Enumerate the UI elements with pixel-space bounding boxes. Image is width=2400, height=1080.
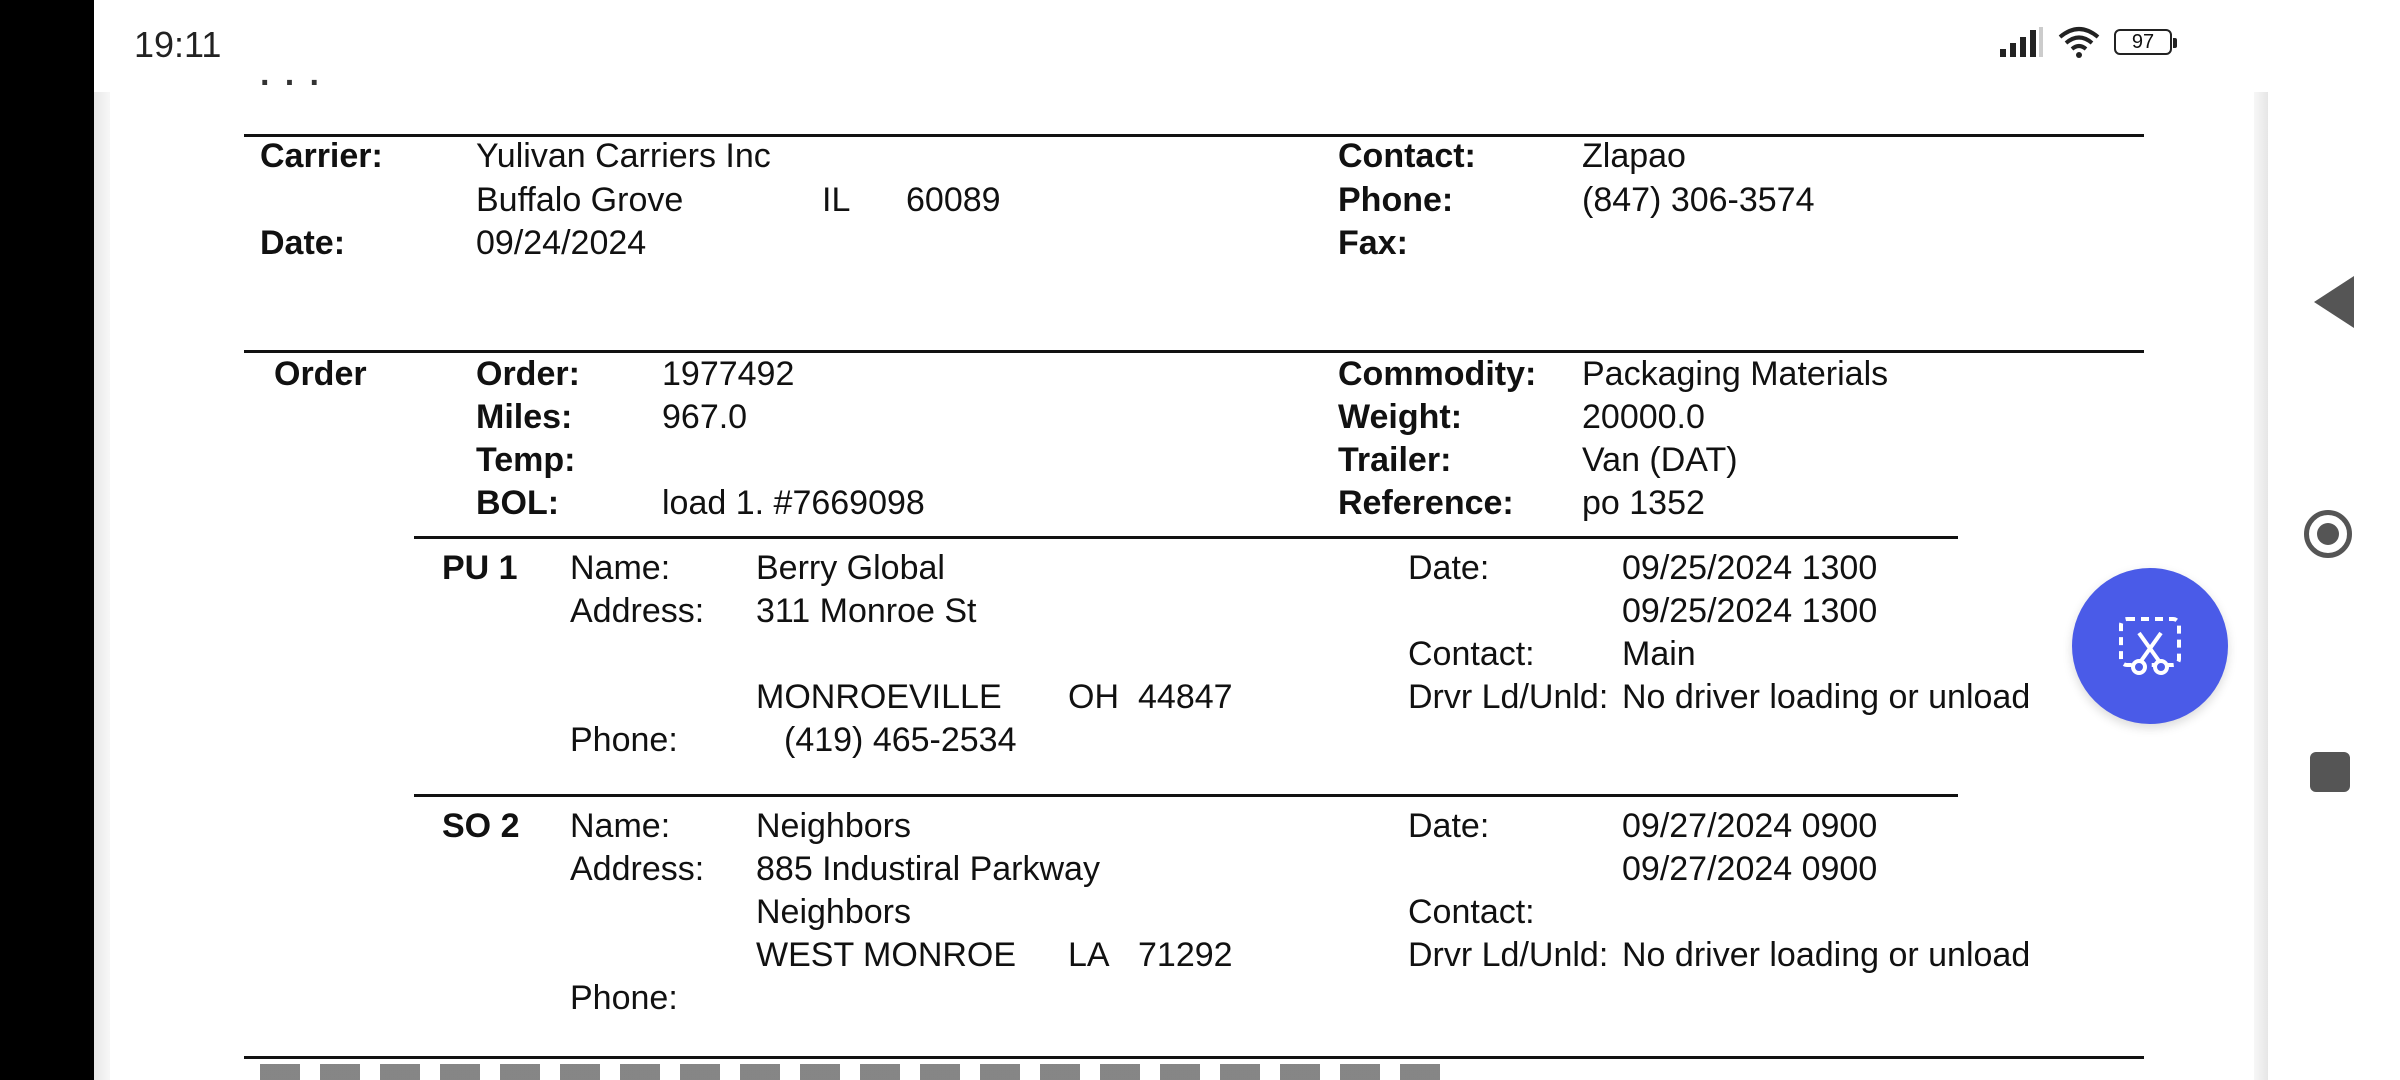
stop-name-label: Name: [570, 807, 671, 845]
bol-label: BOL: [476, 484, 560, 522]
status-time: 19:11 [134, 24, 222, 65]
carrier-city: Buffalo Grove [476, 181, 684, 219]
stop-city: MONROEVILLE [756, 678, 1002, 716]
stop-contact-label: Contact: [1408, 635, 1535, 673]
wifi-icon [2058, 26, 2100, 58]
trailer-value: Van (DAT) [1582, 441, 1738, 479]
carrier-zip: 60089 [906, 181, 1001, 219]
date-label: Date: [260, 224, 346, 262]
stop-code: PU 1 [442, 549, 518, 587]
stop-city: WEST MONROE [756, 936, 1017, 974]
miles-label: Miles: [476, 398, 573, 436]
screenshot-button[interactable] [2072, 568, 2228, 724]
stop-address-line1: 885 Industiral Parkway [756, 850, 1100, 888]
battery-icon [2114, 29, 2172, 55]
stop-date-label: Date: [1408, 549, 1490, 587]
order-label: Order: [476, 355, 580, 393]
document-page[interactable] [110, 64, 2254, 1080]
contact-label: Contact: [1338, 137, 1476, 175]
stop-contact-label: Contact: [1408, 893, 1535, 931]
stop-name: Berry Global [756, 549, 945, 587]
stop-name-label: Name: [570, 549, 671, 587]
phone-label: Phone: [1338, 181, 1454, 219]
stop-phone-label: Phone: [570, 721, 678, 759]
stop-zip: 71292 [1138, 936, 1233, 974]
stop-driver-value: No driver loading or unload [1622, 936, 2031, 974]
stop-state: LA [1068, 936, 1110, 974]
divider-stop-1 [414, 536, 1958, 539]
reference-value: po 1352 [1582, 484, 1705, 522]
bol-value: load 1. #7669098 [662, 484, 925, 522]
recent-square-icon[interactable] [2310, 752, 2350, 792]
stop-zip: 44847 [1138, 678, 1233, 716]
order-heading: Order [274, 355, 367, 393]
screenshot-scissors-icon [2115, 611, 2185, 681]
divider-order [244, 350, 2144, 353]
carrier-label: Carrier: [260, 137, 383, 175]
battery-level: 97 [2131, 30, 2155, 53]
stop-date-2: 09/25/2024 1300 [1622, 592, 1878, 630]
stop-address-line2: Neighbors [756, 893, 911, 931]
stop-date-2: 09/27/2024 0900 [1622, 850, 1878, 888]
stop-driver-value: No driver loading or unload [1622, 678, 2031, 716]
stop-driver-label: Drvr Ld/Unld: [1408, 678, 1609, 716]
commodity-value: Packaging Materials [1582, 355, 1889, 393]
stop-address-label: Address: [570, 592, 705, 630]
left-black-bar [0, 0, 94, 1080]
reference-label: Reference: [1338, 484, 1514, 522]
temp-label: Temp: [476, 441, 576, 479]
stop-code: SO 2 [442, 807, 520, 845]
signal-icon [2000, 27, 2044, 57]
stop-phone-label: Phone: [570, 979, 678, 1017]
navigation-bar [2268, 92, 2400, 1080]
trailer-label: Trailer: [1338, 441, 1452, 479]
divider-stop-2 [414, 794, 1958, 797]
stop-state: OH [1068, 678, 1119, 716]
stop-phone: (419) 465-2534 [784, 721, 1017, 759]
carrier-date: 09/24/2024 [476, 224, 647, 262]
fax-label: Fax: [1338, 224, 1408, 262]
stop-driver-label: Drvr Ld/Unld: [1408, 936, 1609, 974]
home-circle-icon[interactable] [2304, 510, 2352, 558]
commodity-label: Commodity: [1338, 355, 1537, 393]
status-icons [2000, 26, 2172, 58]
weight-label: Weight: [1338, 398, 1463, 436]
weight-value: 20000.0 [1582, 398, 1705, 436]
carrier-state: IL [822, 181, 851, 219]
cut-off-bottom-text [260, 1064, 1460, 1080]
divider-bottom [244, 1056, 2144, 1059]
order-number: 1977492 [662, 355, 795, 393]
stop-date-label: Date: [1408, 807, 1490, 845]
cut-off-top-text: · · · [260, 64, 323, 102]
document-shadow-left [94, 92, 110, 1080]
carrier-contact: Zlapao [1582, 137, 1686, 175]
miles-value: 967.0 [662, 398, 748, 436]
carrier-name: Yulivan Carriers Inc [476, 137, 771, 175]
stop-date-1: 09/27/2024 0900 [1622, 807, 1878, 845]
document-shadow-right [2254, 92, 2268, 1080]
carrier-phone: (847) 306-3574 [1582, 181, 1815, 219]
stop-address-line1: 311 Monroe St [756, 592, 977, 630]
stop-address-label: Address: [570, 850, 705, 888]
stop-contact: Main [1622, 635, 1696, 673]
stop-name: Neighbors [756, 807, 911, 845]
status-bar [94, 0, 2400, 92]
stop-date-1: 09/25/2024 1300 [1622, 549, 1878, 587]
back-triangle-icon[interactable] [2314, 276, 2354, 328]
